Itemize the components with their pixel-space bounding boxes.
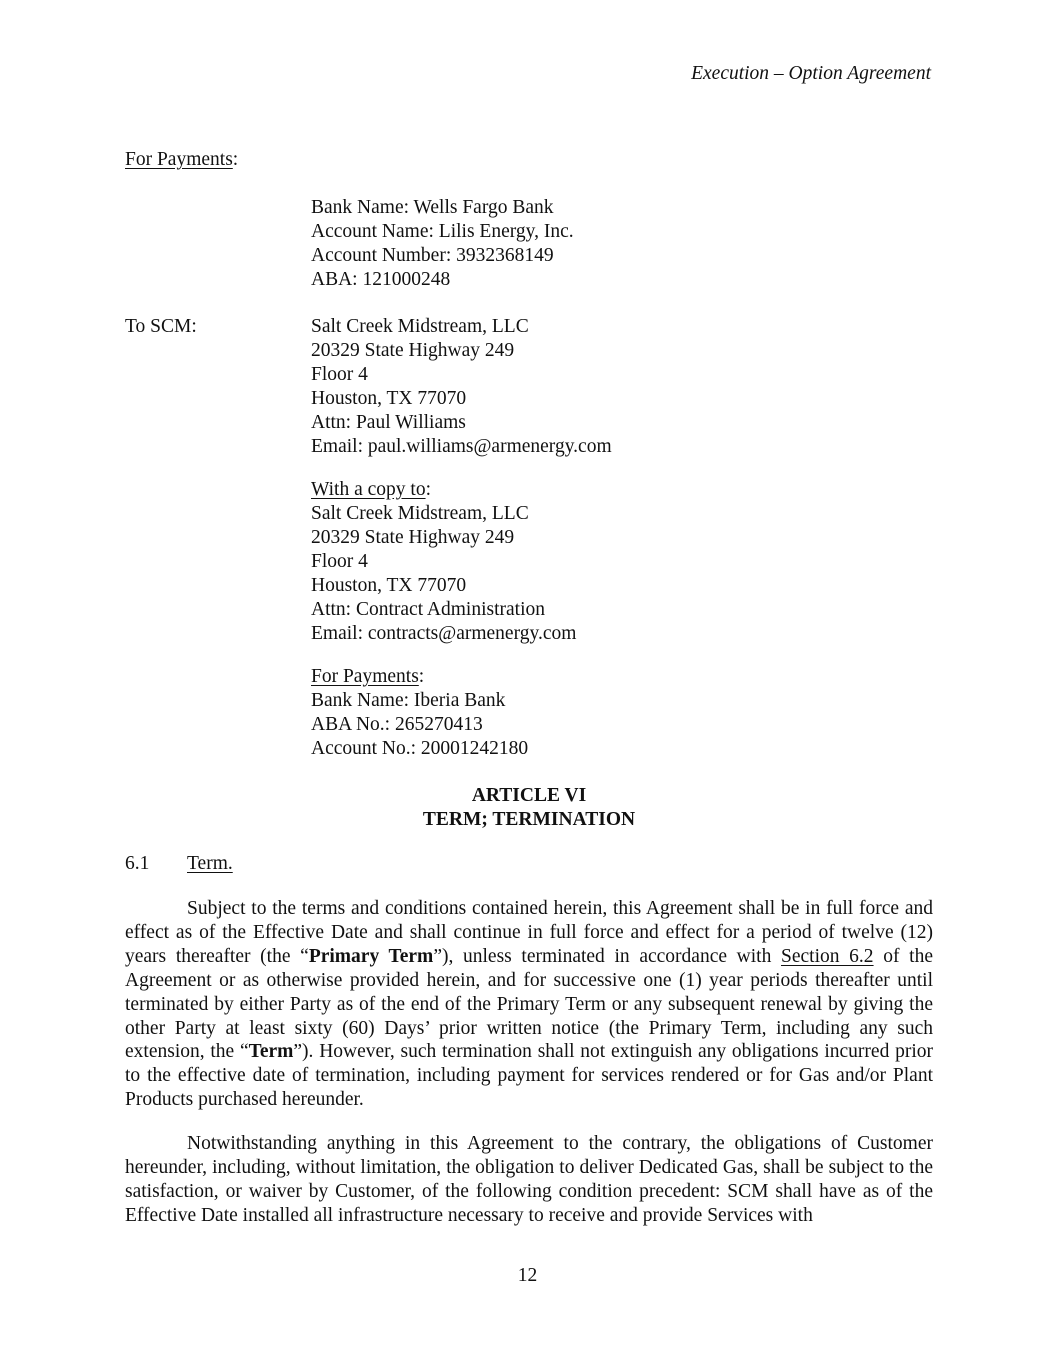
address-line: Floor 4 — [311, 551, 368, 572]
for-payments-label: For Payments — [125, 149, 233, 170]
term-text: ”). However, such termination shall not extinguish any obligations incurred prior to the effective date of termination, including payment for services rendered or for Gas and/or Plant Products purchased hereunder. — [125, 1041, 933, 1111]
address-line: Houston, TX 77070 — [311, 575, 467, 596]
section-6-2-reference: Section 6.2 — [781, 945, 874, 967]
copy-to-block — [311, 478, 576, 646]
scm-payments-block — [311, 665, 528, 761]
for-payments-heading — [125, 148, 238, 172]
bank-line: Account Name: Lilis Energy, Inc. — [311, 221, 574, 242]
bank-line: Bank Name: Iberia Bank — [311, 690, 506, 711]
page-number: 12 — [517, 1265, 538, 1286]
scm-payments-colon: : — [418, 666, 425, 687]
section-number: 6.1 — [125, 853, 150, 874]
scm-address — [311, 315, 612, 459]
primary-term-defined: Primary Term — [308, 945, 434, 967]
copy-to-colon: : — [425, 479, 431, 500]
term-defined: Term — [248, 1041, 294, 1063]
address-line: Email: paul.williams@armenergy.com — [311, 436, 612, 457]
scm-payments-label: For Payments — [311, 666, 419, 687]
address-line: Attn: Contract Administration — [311, 599, 545, 620]
address-line: Salt Creek Midstream, LLC — [311, 503, 529, 524]
address-line: Floor 4 — [311, 364, 368, 385]
bank-line: ABA: 121000248 — [311, 269, 451, 290]
address-line: Attn: Paul Williams — [311, 412, 466, 433]
bank-line: Account Number: 3932368149 — [311, 245, 554, 266]
copy-to-label: With a copy to — [311, 479, 426, 500]
for-payments-colon: : — [232, 149, 239, 170]
bank-line: Account No.: 20001242180 — [311, 738, 529, 759]
term-text: of the Agreement or as otherwise provided herein, and for successive one (1) year periods thereafter until terminated by either Party as of the end of the Primary Term or any subsequent renewal by giving the other Party at least sixty (60) Days’ prior written notice (the Primary Term, including any such extension, the “ — [125, 945, 933, 1063]
scm-payments-heading — [311, 665, 528, 689]
article-number: ARTICLE VI — [471, 785, 587, 806]
bank-line: ABA No.: 265270413 — [311, 714, 483, 735]
article-title: TERM; TERMINATION — [422, 809, 636, 830]
section-title: Term. — [187, 853, 233, 874]
term-text: Subject to the terms and conditions contained herein, this Agreement shall be in full force and effect as of the Effective Date and shall continue in full force and effect for a period of twelve (12) years thereafter (the “ — [125, 898, 933, 967]
copy-to-heading — [311, 478, 576, 502]
condition-precedent-paragraph: Notwithstanding anything in this Agreement to the contrary, the obligations of Customer hereunder, including, without limitation, the obligation to deliver Dedicated Gas, shall be subject to the satisfaction, or waiver by Customer, of the following condition precedent: SCM shall have as of the Effective Date installed all infrastructure necessary to receive and provide Services with — [125, 1133, 933, 1226]
term-text: ”), unless terminated in accordance with — [433, 945, 782, 967]
running-header: Execution – Option Agreement — [691, 63, 931, 84]
address-line: 20329 State Highway 249 — [311, 340, 515, 361]
to-scm-label: To SCM: — [125, 316, 197, 337]
address-line: 20329 State Highway 249 — [311, 527, 515, 548]
customer-bank-details — [311, 196, 574, 292]
address-line: Salt Creek Midstream, LLC — [311, 316, 529, 337]
term-paragraph — [125, 897, 933, 1112]
address-line: Email: contracts@armenergy.com — [311, 623, 577, 644]
address-line: Houston, TX 77070 — [311, 388, 467, 409]
bank-line: Bank Name: Wells Fargo Bank — [311, 197, 554, 218]
